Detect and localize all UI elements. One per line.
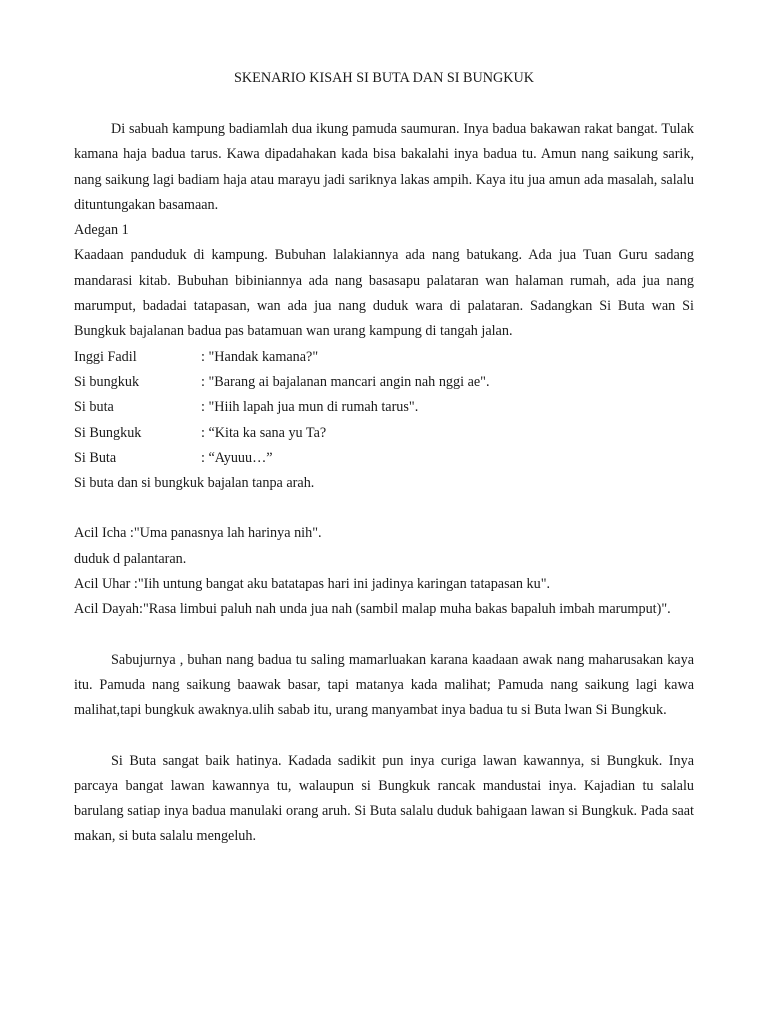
dialogue-speaker: Si bungkuk [74,373,140,390]
body-paragraph: Si Buta sangat baik hatinya. Kadada sadikit pun inya curiga lawan kawannya, si Bungkuk. Inya parcaya bangat lawan kawannya tu, walaupun si Bungkuk rancak mandustai inya. Kajadian tu salalu barulang satiap inya badua manulaki orang aruh. Si Buta salalu duduk bahigaan lawan si Bungkuk. Pada saat makan, si buta salalu mengeluh. [74,752,694,845]
script-line: Acil Uhar :"Iih untung bangat aku batatapas hari ini jadinya karingan tatapasan ku". [74,576,551,593]
dialogue-row [74,370,694,395]
script-line: Acil Icha :"Uma panasnya lah harinya nih". [74,525,322,542]
narration-line: Si buta dan si bungkuk bajalan tanpa arah. [74,475,315,492]
document-title: SKENARIO KISAH SI BUTA DAN SI BUNGKUK [234,70,534,86]
script-line: Acil Dayah:"Rasa limbui paluh nah unda jua nah (sambil malap muha bakas bapaluh imbah marumput)". [74,601,671,618]
dialogue-line: : “Ayuuu…” [201,449,273,466]
script-line: duduk d palantaran. [74,550,187,567]
dialogue-speaker: Si buta [74,399,114,416]
dialogue-row [74,446,694,471]
spacer [74,91,694,117]
dialogue-speaker: Si Buta [74,449,117,466]
dialogue-speaker: Si Bungkuk [74,424,142,441]
dialogue-line: : “Kita ka sana yu Ta? [201,424,327,441]
scene-description: Kaadaan panduduk di kampung. Bubuhan lalakiannya ada nang batukang. Ada jua Tuan Guru sadang mandarasi kitab. Bubuhan bibiniannya ada nang basasapu palataran wan halaman rumah, ada jua nang marumput, badadai tatapasan, wan ada jua nang duduk wara di palataran. Sadangkan Si Buta wan Si Bungkuk bajalanan badua pas batamuan wan urang kampung di tangah jalan. [74,247,694,340]
dialogue-line: : "Handak kamana?" [201,348,319,365]
body-paragraph: Sabujurnya , buhan nang badua tu saling mamarluakan karana kaadaan awak nang maharusakan kaya itu. Pamuda nang saikung baawak basar, tapi matanya kada malihat; Pamuda nang saikung lagi kawa malihat,tapi bungkuk awaknya.ulih sabab itu, urang manyambat inya badua tu si Buta lwan Si Bungkuk. [74,651,694,719]
scene-label: Adegan 1 [74,222,129,239]
spacer [74,496,694,521]
dialogue-row [74,421,694,446]
dialogue-row [74,345,694,370]
dialogue-speaker: Inggi Fadil [74,348,137,365]
dialogue-line: : "Hiih lapah jua mun di rumah tarus". [201,399,419,416]
document-page [74,66,694,850]
intro-paragraph: Di sabuah kampung badiamlah dua ikung pamuda saumuran. Inya badua bakawan rakat bangat. Tulak kamana haja badua tarus. Kawa dipadahakan kada bisa bakalahi inya badua tu. Amun nang saikung sarik, nang saikung lagi badiam haja atau marayu jadi sariknya lakas ampih. Kaya itu jua amun ada masalah, salalu dituntungakan basamaan. [74,121,694,213]
dialogue-line: : "Barang ai bajalanan mancari angin nah nggi ae". [201,373,490,390]
spacer [74,623,694,648]
dialogue-row [74,395,694,420]
spacer [74,724,694,749]
